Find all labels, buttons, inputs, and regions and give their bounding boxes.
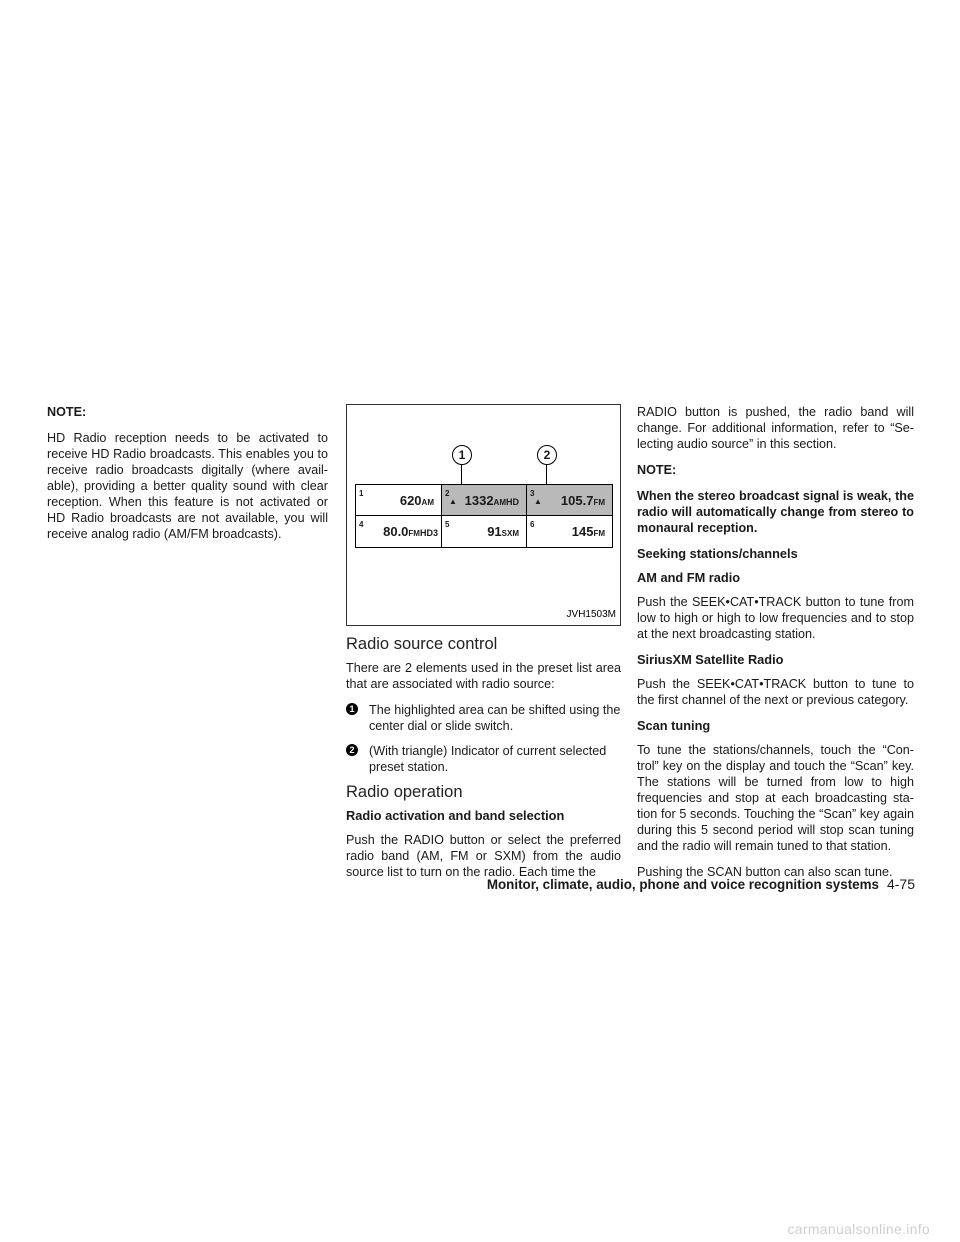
preset-cell-1[interactable] — [356, 485, 442, 516]
current-preset-triangle-icon: ▲ — [534, 497, 542, 506]
continued-text: RADIO button is pushed, the radio band will change. For additional information, refer to “Se- lecting audio source” in this section. — [637, 405, 914, 451]
preset-cell-2[interactable] — [442, 485, 527, 516]
preset-number: 3 — [530, 489, 535, 498]
list-item — [346, 743, 621, 775]
scan-button-text: Pushing the SCAN button can also scan tune. — [637, 865, 893, 879]
seeking-heading: Seeking stations/channels — [637, 546, 798, 561]
siriusxm-heading: SiriusXM Satellite Radio — [637, 652, 784, 667]
page-footer — [453, 876, 915, 894]
page-number: 4-75 — [886, 876, 915, 892]
preset-frequency: 620AM — [399, 493, 434, 508]
preset-frequency: 80.0FMHD3 — [383, 524, 438, 539]
preset-cell-3[interactable] — [527, 485, 612, 516]
preset-number: 6 — [530, 520, 535, 529]
preset-list — [355, 484, 613, 548]
am-fm-heading: AM and FM radio — [637, 570, 741, 585]
radio-source-control-heading: Radio source control — [346, 635, 498, 653]
scan-tuning-text: To tune the stations/channels, touch the “Con- trol” key on the display and touch the “Scan” key. The stations will be turned from low to high frequencies and stop at each broadcasting sta- tion for 5 seconds. Touching the “Scan” key again during this 5 second period will stop scan tuning and the radio will remain tuned to that station. — [637, 743, 914, 853]
am-fm-text: Push the SEEK•CAT•TRACK button to tune from low to high or high to low frequencies and to stop at the next broadcasting station. — [637, 595, 914, 641]
left-column — [47, 404, 328, 552]
current-preset-triangle-icon: ▲ — [449, 497, 457, 506]
preset-intro-text: There are 2 elements used in the preset list area that are associated with radio source: — [346, 661, 621, 691]
preset-frequency: 145FM — [571, 524, 605, 539]
preset-frequency: 91SXM — [487, 524, 519, 539]
list-item — [346, 702, 621, 734]
watermark-logo: carmanualsonline.info — [787, 1221, 930, 1237]
hd-radio-icon: HD3 — [419, 528, 438, 538]
right-column — [637, 404, 914, 890]
preset-cell-4[interactable] — [356, 516, 442, 547]
preset-number: 1 — [359, 489, 364, 498]
radio-operation-heading: Radio operation — [346, 783, 463, 801]
callout-2: 2 — [537, 445, 557, 465]
preset-frequency: 1332AMHD — [464, 493, 519, 508]
hd-radio-icon: HD — [506, 497, 519, 507]
activation-subheading: Radio activation and band selection — [346, 808, 565, 823]
preset-number: 2 — [445, 489, 450, 498]
note-heading: NOTE: — [47, 405, 87, 419]
section-title: Monitor, climate, audio, phone and voice recognition systems — [486, 877, 879, 892]
number-1-icon: 1 — [346, 703, 358, 715]
scan-tuning-heading: Scan tuning — [637, 718, 711, 733]
preset-list-figure — [346, 404, 621, 626]
stereo-note-text: When the stereo broadcast signal is weak, the radio will automatically change from stereo to monaural reception. — [637, 489, 914, 535]
list-item-text: (With triangle) Indicator of current selected preset station. — [369, 744, 607, 774]
preset-cell-6[interactable] — [527, 516, 612, 547]
preset-frequency: 105.7FM — [560, 493, 605, 508]
figure-code: JVH1503M — [566, 609, 616, 620]
siriusxm-text: Push the SEEK•CAT•TRACK button to tune to the first channel of the next or previous category. — [637, 677, 914, 707]
preset-number: 5 — [445, 520, 450, 529]
callout-1: 1 — [452, 445, 472, 465]
preset-number: 4 — [359, 520, 364, 529]
preset-cell-5[interactable] — [442, 516, 527, 547]
activation-text: Push the RADIO button or select the preferred radio band (AM, FM or SXM) from the audio source list to turn on the radio. Each time the — [346, 833, 621, 879]
note-heading: NOTE: — [637, 463, 677, 477]
number-2-icon: 2 — [346, 744, 358, 756]
hd-radio-note-text: HD Radio reception needs to be activated to receive HD Radio broadcasts. This enables you to receive radio broadcasts digitally (where avail- able), providing a better quality sound with clear reception. When this feature is not activated or HD Radio broadcasts are not available, you will receive analog radio (AM/FM broadcasts). — [47, 431, 328, 541]
middle-column — [346, 404, 621, 890]
list-item-text: The highlighted area can be shifted using the center dial or slide switch. — [369, 703, 621, 733]
